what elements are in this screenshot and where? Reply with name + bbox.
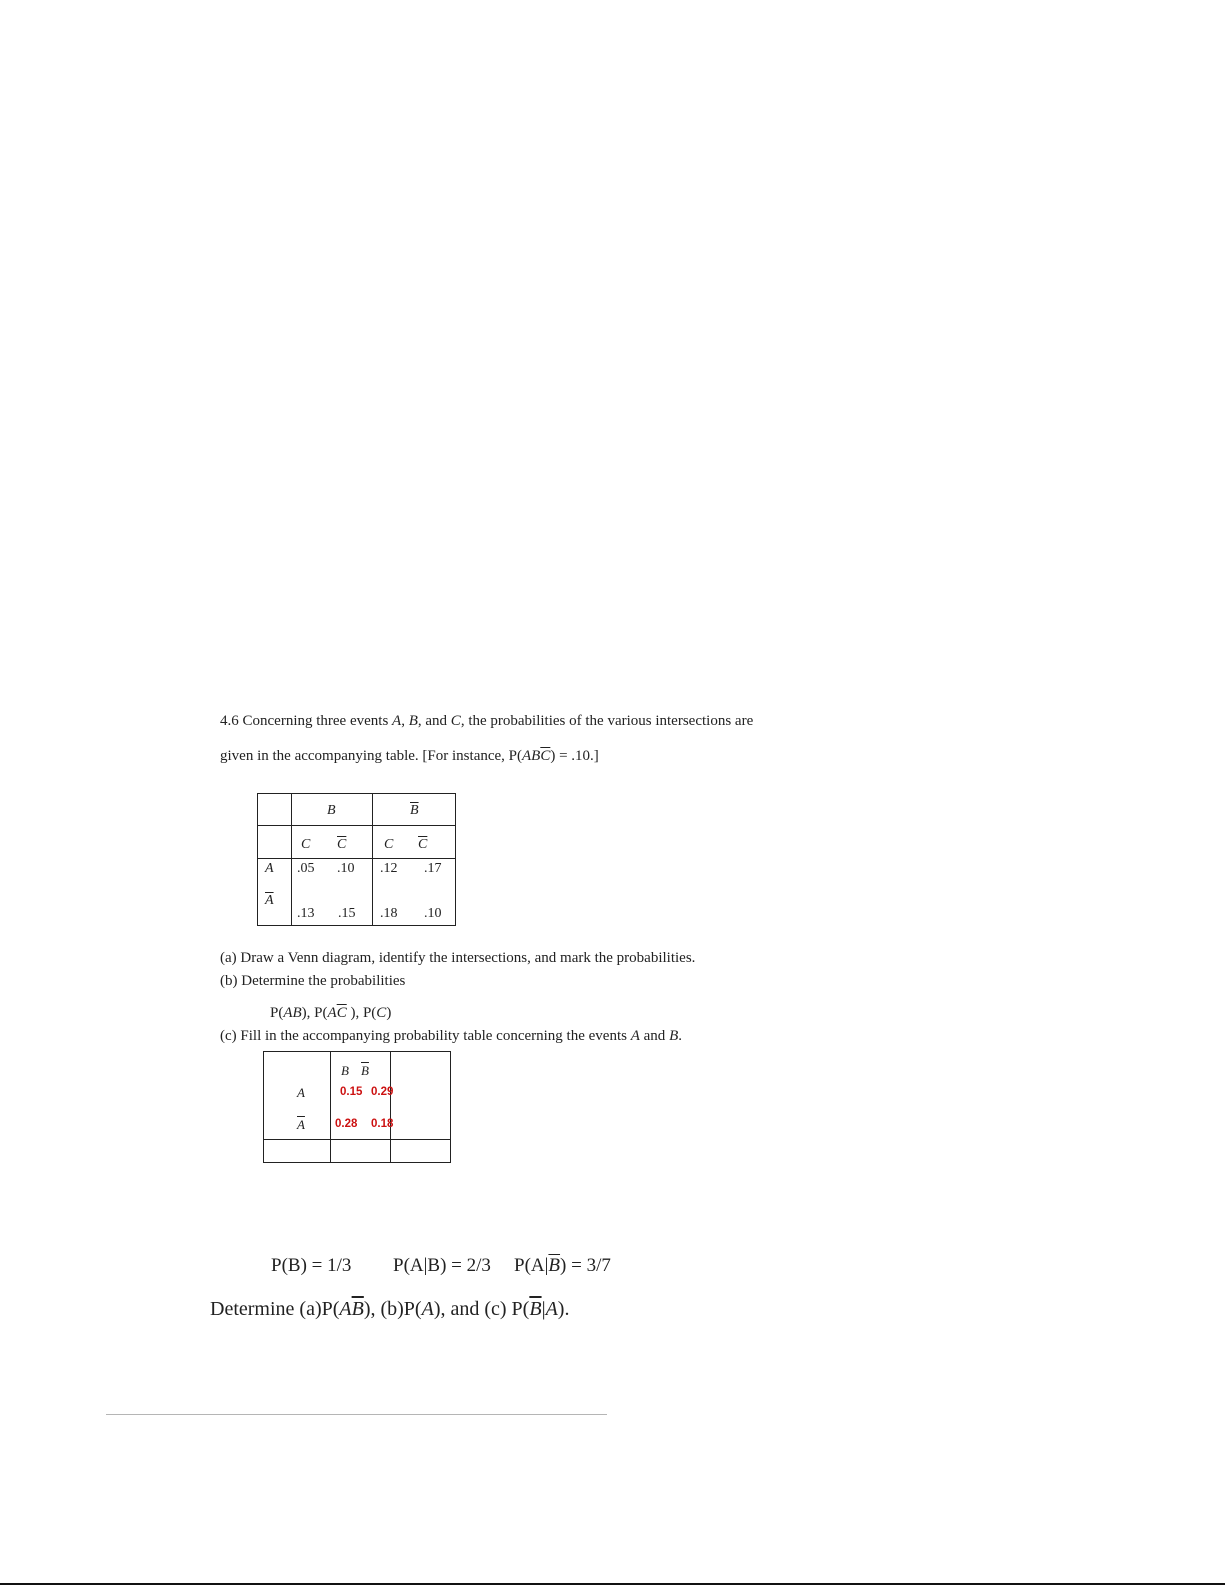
answer-cell: 0.28 <box>335 1118 358 1130</box>
var-a: A <box>392 713 402 729</box>
text: | <box>541 1298 546 1320</box>
sub-header-c-bar: $\overline{C}$ <box>418 837 428 852</box>
var-a: A <box>421 1298 434 1320</box>
given-pb: P(B) = 1/3 <box>271 1255 352 1276</box>
table-cell: .12 <box>380 861 398 876</box>
problem-line-1 <box>220 713 753 730</box>
col-header-b: B <box>327 803 336 818</box>
question-b-expression <box>270 1005 391 1022</box>
text: , and <box>417 713 451 729</box>
sub-header-c: C <box>301 837 311 852</box>
given-pabbar <box>514 1255 611 1277</box>
problem-line-2 <box>220 748 599 765</box>
text: ), P( <box>301 1005 328 1021</box>
col-header-b: B <box>341 1063 349 1078</box>
text: ) <box>386 1005 392 1021</box>
text: P(A| <box>514 1255 549 1276</box>
sub-header-c-bar: $\overline{C}$ <box>337 837 347 852</box>
var-a: A <box>545 1298 558 1320</box>
row-header-a-bar: $\overline{A}$ <box>297 1117 305 1132</box>
var-c: C <box>450 713 461 729</box>
text: . <box>678 1028 682 1044</box>
var-b-bar: $\overline{B}$ <box>548 1255 561 1276</box>
text: 4.6 Concerning three events <box>220 713 393 729</box>
var-a: A <box>339 1298 352 1320</box>
var-a: A <box>327 1005 337 1021</box>
question-b: (b) Determine the probabilities <box>220 973 406 989</box>
text: Determine (a)P( <box>210 1298 340 1320</box>
var-ab: AB <box>522 748 541 764</box>
sub-header-c: C <box>384 837 394 852</box>
answer-cell: 0.18 <box>371 1118 394 1130</box>
table-cell: .05 <box>297 861 315 876</box>
var-ab: AB <box>283 1005 302 1021</box>
text: ) = .10.] <box>550 748 599 764</box>
table-cell: .10 <box>337 861 355 876</box>
given-pab: P(A|B) = 2/3 <box>393 1255 491 1276</box>
text: (c) Fill in the accompanying probability table concerning the events <box>220 1028 631 1044</box>
row-header-a: A <box>297 1085 305 1100</box>
text: , <box>401 713 409 729</box>
text: P( <box>270 1005 284 1021</box>
text: given in the accompanying table. [For instance, P( <box>220 748 522 764</box>
text: ), and (c) P( <box>433 1298 530 1320</box>
row-header-a-bar: $\overline{A}$ <box>265 893 274 908</box>
table-cell: .13 <box>297 906 315 921</box>
table-cell: .15 <box>338 906 356 921</box>
text: ) = 3/7 <box>560 1255 611 1276</box>
text: ). <box>557 1298 570 1320</box>
var-b: B <box>408 713 418 729</box>
table-cell: .18 <box>380 906 398 921</box>
col-header-b-bar: $\overline{B}$ <box>410 803 419 818</box>
var-b: B <box>669 1028 679 1044</box>
var-c: C <box>376 1005 387 1021</box>
var-a: A <box>630 1028 640 1044</box>
var-c-bar: $\overline{C}$ <box>336 1005 347 1021</box>
var-c-bar: $\overline{C}$ <box>540 748 551 764</box>
var-b-bar: $\overline{B}$ <box>351 1298 364 1320</box>
answer-cell: 0.15 <box>340 1086 363 1098</box>
determine-line <box>210 1298 569 1321</box>
col-header-b-bar: $\overline{B}$ <box>361 1063 369 1078</box>
table-cell: .17 <box>424 861 442 876</box>
row-header-a: A <box>265 861 274 876</box>
text: ), (b)P( <box>363 1298 422 1320</box>
text: , the probabilities of the various intersections are <box>460 713 754 729</box>
footnote-separator <box>106 1414 607 1415</box>
question-c <box>220 1028 682 1045</box>
answer-cell: 0.29 <box>371 1086 394 1098</box>
text: ), P( <box>346 1005 377 1021</box>
var-b-bar: $\overline{B}$ <box>529 1298 542 1320</box>
question-a: (a) Draw a Venn diagram, identify the intersections, and mark the probabilities. <box>220 950 696 966</box>
text: and <box>639 1028 670 1044</box>
table-cell: .10 <box>424 906 442 921</box>
